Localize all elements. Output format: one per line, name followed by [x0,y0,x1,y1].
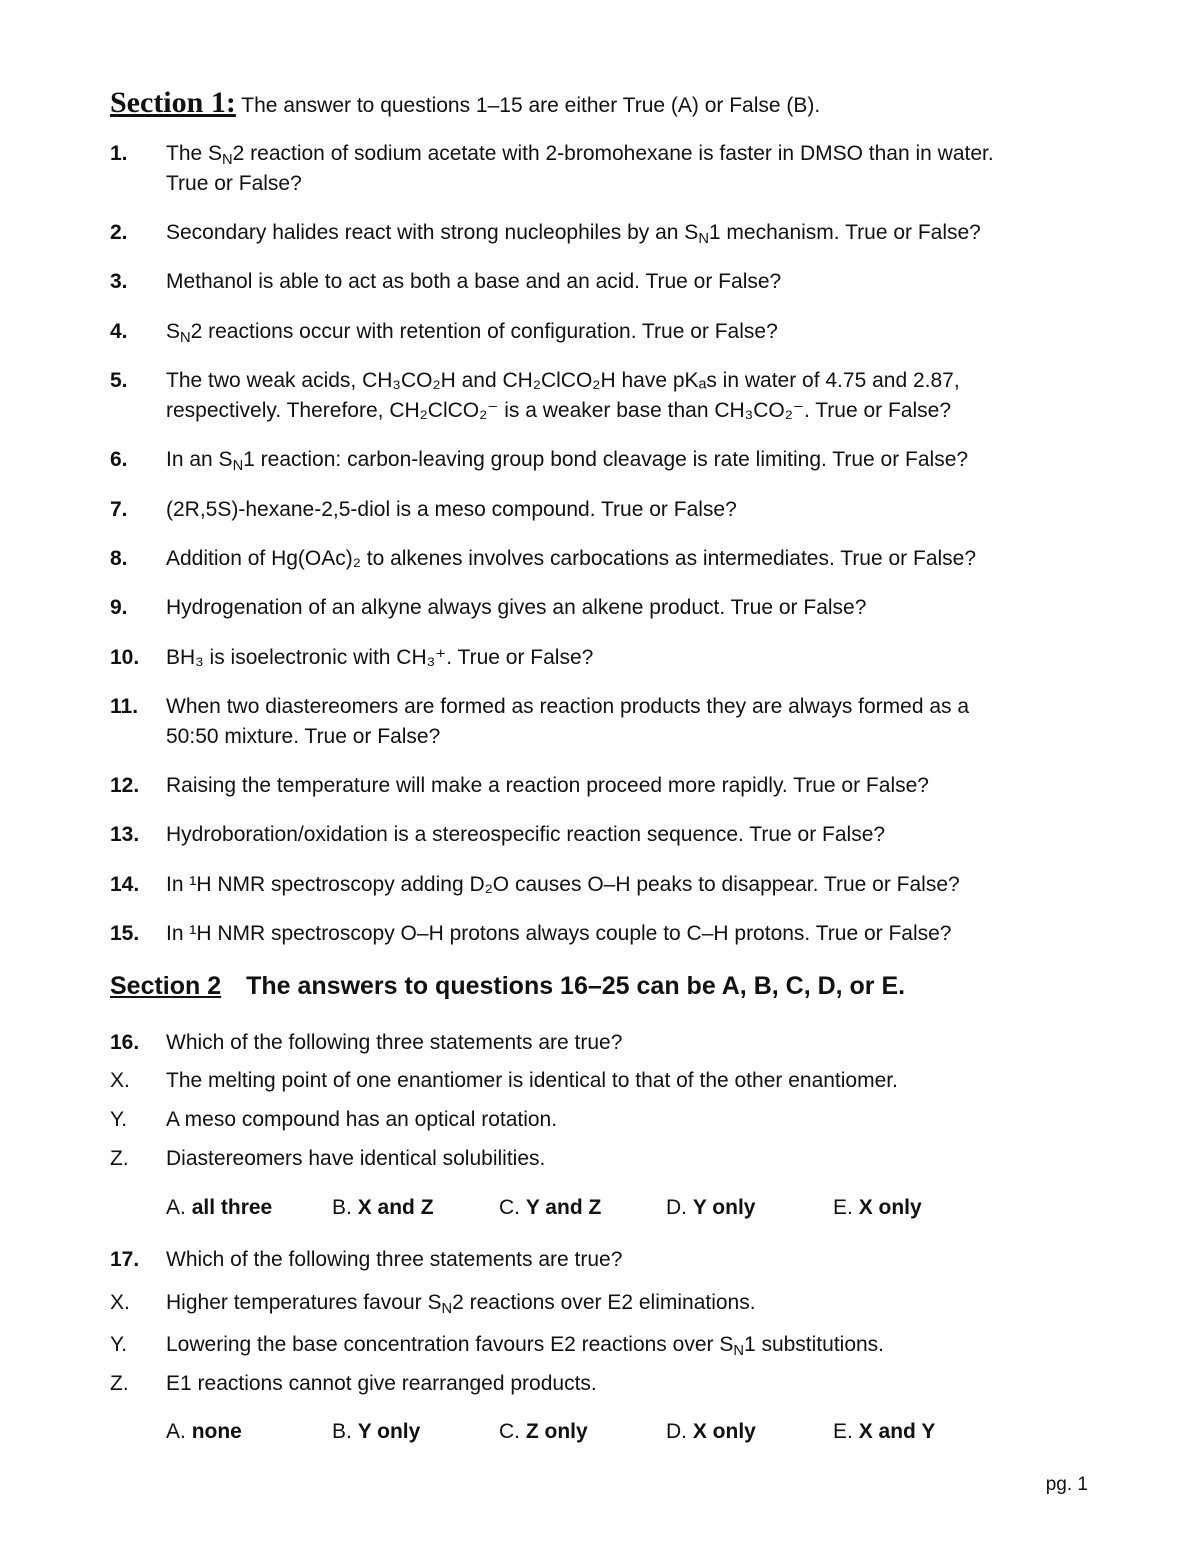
section-1-header [110,86,820,120]
question-text: Secondary halides react with strong nucleophiles by an $S_N1$ mechanism. True or False? [166,221,981,247]
question-text-line-2: 50:50 mixture. True or False? [166,725,441,748]
question-text: When two diastereomers are formed as reaction products they are always formed as a [166,695,970,718]
question-text: In ¹H NMR spectroscopy adding D₂O causes O–H peaks to disappear. True or False? [166,873,960,896]
section-1-title: Section 1: [110,86,236,119]
option-d[interactable]: D. Y only [666,1196,756,1219]
question-number: 10. [110,646,140,669]
question-number: 13. [110,823,140,846]
question-text: The $S_N2$ reaction of sodium acetate with 2-bromohexane is faster in DMSO than in water. [166,142,994,168]
statement-label: Y. [110,1333,128,1356]
statement-text: A meso compound has an optical rotation. [166,1108,558,1131]
question-text: (2R,5S)-hexane-2,5-diol is a meso compound. True or False? [166,498,737,521]
option-a[interactable]: A. none [166,1420,242,1443]
option-e[interactable]: E. X and Y [833,1420,936,1443]
section-1-intro: The answer to questions 1–15 are either True (A) or False (B). [241,94,821,117]
question-number: 14. [110,873,140,896]
question-text: In an $S_N1$ reaction: carbon-leaving group bond cleavage is rate limiting. True or False? [166,448,969,474]
question-number: 9. [110,596,128,619]
question-number: 2. [110,221,128,244]
question-number: 7. [110,498,128,521]
statement-text: Diastereomers have identical solubilities. [166,1147,546,1170]
statement-text: Higher temperatures favour $S_N2$ reactions over E2 eliminations. [166,1291,756,1317]
option-c[interactable]: C. Y and Z [499,1196,602,1219]
question-number: 16. [110,1031,140,1054]
statement-text: E1 reactions cannot give rearranged products. [166,1372,597,1395]
question-text: Hydrogenation of an alkyne always gives an alkene product. True or False? [166,596,867,619]
question-number: 17. [110,1248,140,1271]
section-2-intro: The answers to questions 16–25 can be A, B, C, D, or E. [246,972,906,1000]
question-text: BH₃ is isoelectronic with CH₃⁺. True or False? [166,646,594,669]
question-text: In ¹H NMR spectroscopy O–H protons always couple to C–H protons. True or False? [166,922,952,945]
question-number: 1. [110,142,128,165]
question-text: Raising the temperature will make a reaction proceed more rapidly. True or False? [166,774,929,797]
option-b[interactable]: B. X and Z [332,1196,434,1219]
question-text: $S_N2$ reactions occur with retention of configuration. True or False? [166,320,778,346]
statement-label: Z. [110,1147,129,1170]
question-text: Hydroboration/oxidation is a stereospecific reaction sequence. True or False? [166,823,886,846]
question-number: 8. [110,547,128,570]
question-number: 5. [110,369,128,392]
question-number: 4. [110,320,128,343]
statement-label: X. [110,1291,130,1314]
page-number: pg. 1 [1045,1474,1088,1495]
option-e[interactable]: E. X only [833,1196,922,1219]
section-2-header [110,972,905,1001]
statement-text: Lowering the base concentration favours E2 reactions over $S_N1$ substitutions. [166,1333,885,1359]
option-a[interactable]: A. all three [166,1196,273,1219]
question-text: The two weak acids, CH₃CO₂H and CH₂ClCO₂H have pKₐs in water of 4.75 and 2.87, [166,369,960,392]
option-c[interactable]: C. Z only [499,1420,588,1443]
question-number: 12. [110,774,140,797]
option-d[interactable]: D. X only [666,1420,756,1443]
question-number: 11. [110,695,139,718]
question-number: 3. [110,270,128,293]
statement-label: Z. [110,1372,129,1395]
question-text-line-2: respectively. Therefore, CH₂ClCO₂⁻ is a weaker base than CH₃CO₂⁻. True or False? [166,399,952,422]
question-number: 15. [110,922,140,945]
option-b[interactable]: B. Y only [332,1420,421,1443]
question-text: Methanol is able to act as both a base and an acid. True or False? [166,270,782,293]
question-text: Which of the following three statements are true? [166,1031,623,1054]
statement-label: Y. [110,1108,128,1131]
question-text: Addition of Hg(OAc)₂ to alkenes involves carbocations as intermediates. True or False? [166,547,977,570]
statement-label: X. [110,1069,130,1092]
section-2-title: Section 2 [110,972,222,1000]
question-text-line-2: True or False? [166,172,302,195]
question-number: 6. [110,448,128,471]
statement-text: The melting point of one enantiomer is identical to that of the other enantiomer. [166,1069,898,1092]
question-text: Which of the following three statements are true? [166,1248,623,1271]
